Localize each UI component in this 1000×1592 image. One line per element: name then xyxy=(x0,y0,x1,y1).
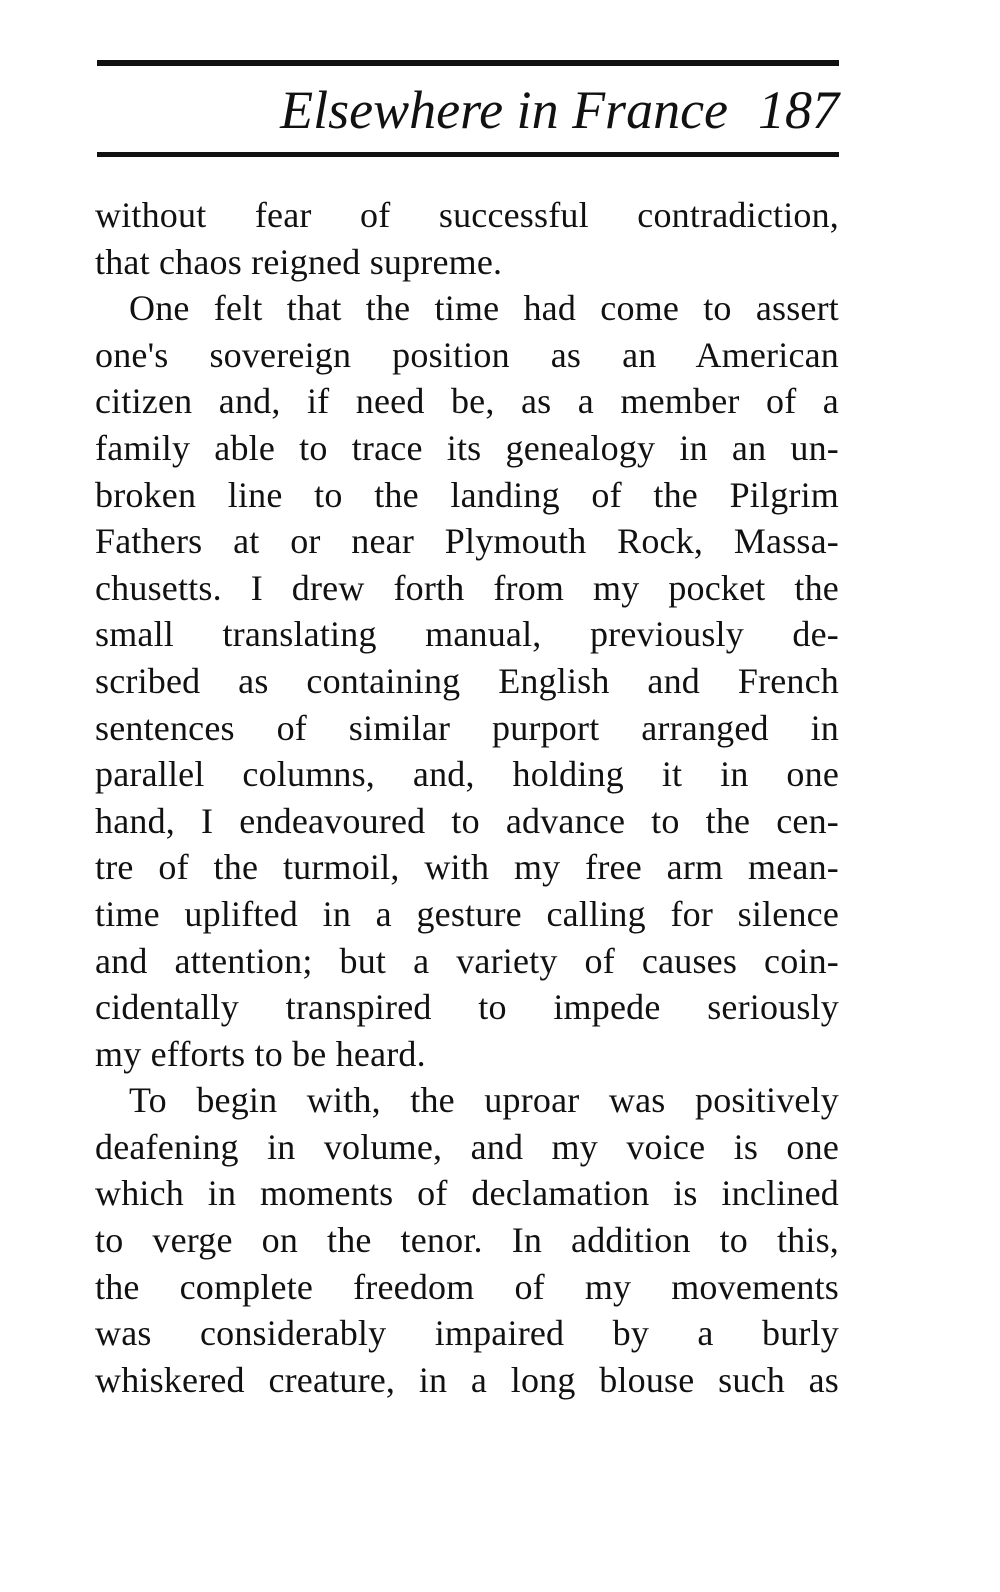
text-line: family able to trace its genealogy in an un- xyxy=(95,427,839,468)
text-line: was considerably impaired by a burly xyxy=(95,1313,839,1354)
running-head-title: Elsewhere in France xyxy=(280,80,728,140)
text-line: sentences of similar purport arranged in xyxy=(95,707,839,748)
text-line: scribed as containing English and French xyxy=(95,660,839,701)
text-line: the complete freedom of my movements xyxy=(95,1266,839,1307)
text-line: and attention; but a variety of causes coin- xyxy=(95,940,839,981)
text-line: broken line to the landing of the Pilgrim xyxy=(95,474,839,515)
text-line: whiskered creature, in a long blouse such as xyxy=(95,1359,839,1400)
body-text xyxy=(95,192,839,1403)
text-line: hand, I endeavoured to advance to the cen- xyxy=(95,800,839,841)
text-line: cidentally transpired to impede seriously xyxy=(95,987,839,1028)
text-line: One felt that the time had come to assert xyxy=(129,288,839,329)
text-line: which in moments of declamation is inclined xyxy=(95,1173,839,1214)
header-top-rule xyxy=(97,60,839,66)
text-line: To begin with, the uproar was positively xyxy=(129,1080,839,1121)
header-bottom-rule xyxy=(97,152,839,157)
running-head xyxy=(97,70,839,150)
text-line: deafening in volume, and my voice is one xyxy=(95,1126,839,1167)
text-line: time uplifted in a gesture calling for silence xyxy=(95,893,839,934)
text-line: one's sovereign position as an American xyxy=(95,334,839,375)
text-line: tre of the turmoil, with my free arm mean- xyxy=(95,847,839,888)
page-number: 187 xyxy=(758,80,839,140)
text-line: to verge on the tenor. In addition to this, xyxy=(95,1220,839,1261)
text-line: citizen and, if need be, as a member of a xyxy=(95,381,839,422)
text-line: Fathers at or near Plymouth Rock, Massa- xyxy=(95,521,839,562)
text-line: parallel columns, and, holding it in one xyxy=(95,754,839,795)
text-line: my efforts to be heard. xyxy=(95,1033,426,1074)
text-line: small translating manual, previously de- xyxy=(95,614,839,655)
text-line: chusetts. I drew forth from my pocket the xyxy=(95,567,839,608)
text-line: without fear of successful contradiction, xyxy=(95,195,839,235)
text-line: that chaos reigned supreme. xyxy=(95,241,503,282)
